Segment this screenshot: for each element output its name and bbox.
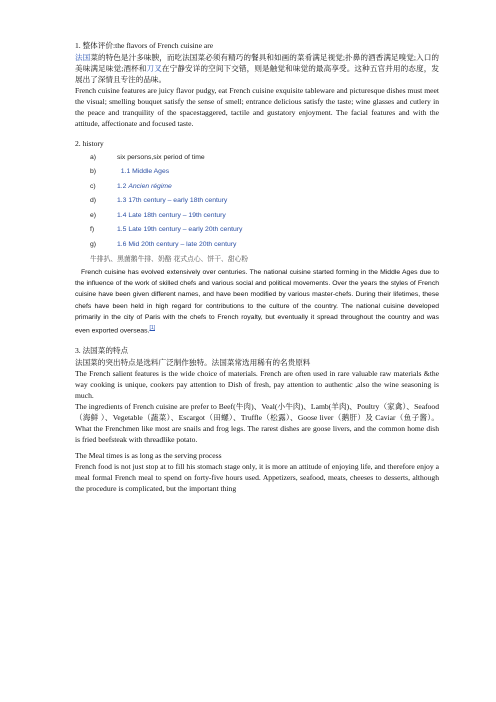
- section-3-heading: 3. 法国菜的特点: [75, 346, 129, 356]
- section-1-english-paragraph: French cuisine features are juicy flavor pudgy, eat French cuisine exquisite tableware and picturesque dishes must meet the visual; smelling bouquet satisfy the sense of smell; entrance delicious satisfy the taste; wine glasses and cutlery in the peace and tranquility of the spacestaggered, tactile and gustatory enjoyment. The facial features and with the attitude, affectionate and focused taste.: [75, 86, 439, 128]
- link-france[interactable]: 法国: [75, 53, 91, 62]
- list-item-italic: Ancien régime: [128, 182, 172, 190]
- section-3-chinese-line: 法国菜的突出特点是选料广泛制作独特。法国菜常选用稀有的名贵原料: [75, 358, 311, 368]
- reference-link[interactable]: [1]: [149, 325, 155, 332]
- section-1-chinese-paragraph: [75, 52, 439, 85]
- section-3-paragraph-materials: The French salient features is the wide choice of materials. French are often used in rare valuable raw materials &the way cooking is unique, cookers pay attention to Dish of fresh, pay attention to authentic ,also the wine seasoning is much.: [75, 369, 439, 401]
- list-marker: e): [90, 211, 97, 219]
- list-item-text: six persons,six period of time: [117, 153, 205, 161]
- list-item-link[interactable]: 1.5 Late 19th century – early 20th century: [117, 226, 243, 233]
- history-paragraph: [75, 267, 439, 336]
- list-item[interactable]: [75, 237, 439, 252]
- list-item[interactable]: [75, 208, 439, 223]
- section-3-paragraph-ingredients: The ingredients of French cuisine are prefer to Beef(牛肉)、Veal(小牛肉)、Lamb(羊肉)、Poultry（家禽）、Seafood（海鲜 ）、Vegetable（蔬菜）、Escargot（田螺）、Truffle（松露）、Goose liver（鹅肝）及 Caviar（鱼子酱）。 What the Frenchmen like most are snails and frog legs. The rarest dishes are goose livers, and the common home dish is fried beefsteak with threadlike potato.: [75, 402, 439, 445]
- list-item[interactable]: [75, 194, 439, 209]
- list-item[interactable]: [75, 179, 439, 194]
- list-item-prefix: 1.2: [117, 182, 129, 190]
- list-item[interactable]: [75, 223, 439, 238]
- section-3-meal-times-title: The Meal times is as long as the serving process: [75, 451, 222, 461]
- list-item-link[interactable]: 1.1 Middle Ages: [117, 168, 170, 175]
- list-item-link[interactable]: [117, 181, 172, 193]
- section-1-chinese-text-a: 菜的特色是汁多味腴，而吃法国菜必须有精巧的餐具和如画的菜肴满足视觉;扑鼻的酒香满足嗅觉;入口的美味满足味觉;酒杯和: [75, 53, 440, 73]
- document-page: [75, 40, 439, 494]
- list-item[interactable]: [75, 165, 439, 180]
- history-paragraph-text: French cuisine has evolved extensively over centuries. The national cuisine started forming in the Middle Ages due to the influence of the work of skilled chefs and various social and political movements. Over the years the styles of French cuisine have been given different names, and have been modified by various master-chefs. During their lifetimes, these chefs have been held in high regard for contributions to the culture of the country. The national cuisine developed primarily in the city of Paris with the chefs to French royalty, but eventually it spread throughout the country and was even exported overseas.: [75, 269, 439, 335]
- list-marker: d): [90, 197, 97, 204]
- section-1-chinese-text-b: 在宁静安详的空间下交错，则是触觉和味觉的最高享受。这种五官并用的态度，发展出了深情且专注的品味。: [75, 64, 440, 84]
- list-item-link[interactable]: 1.4 Late 18th century – 19th century: [117, 211, 226, 219]
- list-item-link[interactable]: 1.3 17th century – early 18th century: [117, 197, 228, 204]
- list-marker: a): [90, 153, 97, 161]
- link-cutlery[interactable]: 刀叉: [146, 64, 162, 73]
- list-item: [75, 150, 439, 165]
- history-list: [75, 150, 439, 252]
- list-marker: g): [90, 240, 97, 248]
- section-3-paragraph-enjoyment: French food is not just stop at to fill his stomach stage only, it is more an attitude of enjoying life, and therefore enjoy a meal formal French meal to spend on forty-five hours used. Appetizers, seafood, meats, cheeses to desserts, although the procedure is complicated, but the important thing: [75, 462, 439, 494]
- list-marker: b): [90, 168, 97, 175]
- list-marker: f): [90, 226, 95, 233]
- list-marker: c): [90, 182, 96, 190]
- french-foods-line: 牛排扒、黑菌鹅牛排、奶酪 花式点心、饼干、甜心粉: [90, 255, 249, 263]
- section-2-heading: 2. history: [75, 139, 104, 148]
- section-1-heading: 1. 整体评价:the flavors of French cuisine are: [75, 41, 214, 50]
- list-item-link[interactable]: 1.6 Mid 20th century – late 20th century: [117, 240, 237, 248]
